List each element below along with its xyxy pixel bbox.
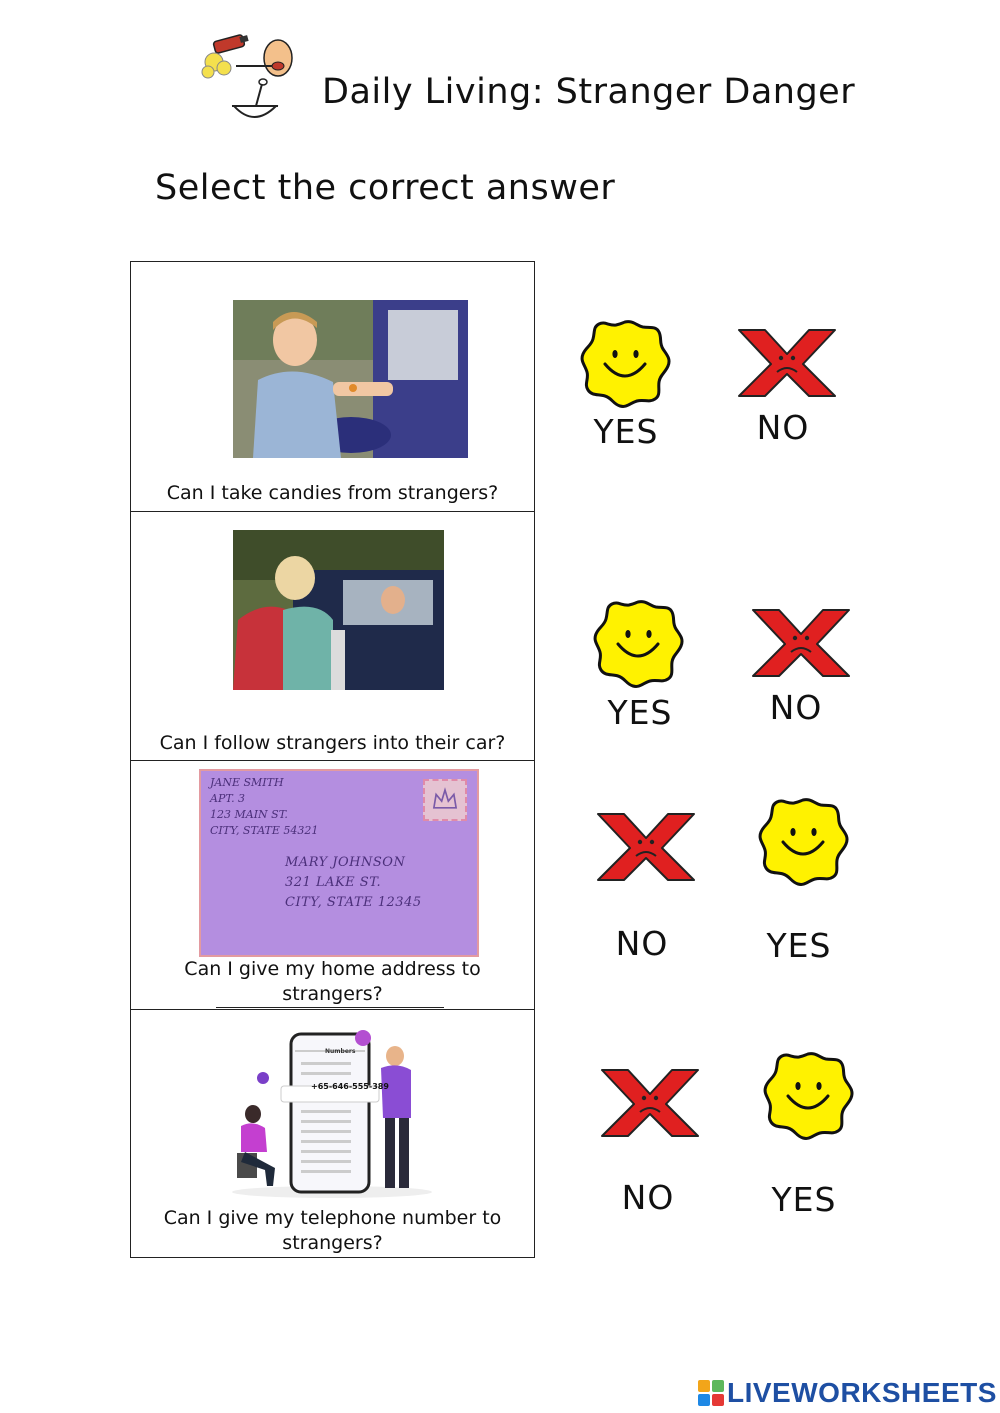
answer-yes-q2[interactable] — [592, 598, 685, 690]
divider — [216, 1007, 444, 1008]
answer-yes-q3[interactable] — [757, 796, 850, 888]
phone-number: +65-646-555-389 — [311, 1082, 389, 1091]
question-card — [131, 1010, 534, 1259]
question-text: Can I give my telephone number to strangers? — [163, 1207, 502, 1254]
phone-contacts-illustration — [227, 1028, 437, 1198]
answer-no-q1[interactable] — [735, 324, 839, 402]
stamp-icon — [423, 779, 467, 821]
smiley-face-icon — [762, 1050, 855, 1142]
recipient-address: MARY JOHNSON 321 LAKE ST. CITY, STATE 12345 — [285, 855, 422, 910]
answer-label[interactable]: YES — [771, 1180, 837, 1219]
instruction-text: Select the correct answer — [155, 168, 616, 208]
smiley-face-icon — [757, 796, 850, 888]
question-card — [131, 761, 534, 1010]
boy-taking-candy-photo — [233, 300, 468, 458]
red-x-sad-icon — [594, 808, 698, 886]
red-x-sad-icon — [735, 324, 839, 402]
smiley-face-icon — [592, 598, 685, 690]
answer-label[interactable]: NO — [615, 924, 669, 963]
liveworksheets-logo[interactable] — [697, 1378, 997, 1408]
answer-label[interactable]: YES — [766, 926, 832, 965]
red-x-sad-icon — [749, 604, 853, 682]
answer-label[interactable]: NO — [621, 1178, 675, 1217]
answer-no-q2[interactable] — [749, 604, 853, 682]
phone-header: Numbers — [325, 1048, 356, 1055]
envelope-address-photo — [199, 769, 479, 957]
question-card — [131, 262, 534, 512]
answer-label[interactable]: YES — [593, 412, 659, 451]
question-text: Can I follow strangers into their car? — [159, 732, 506, 754]
answer-no-q3[interactable] — [594, 808, 698, 886]
answer-no-q4[interactable] — [598, 1064, 702, 1142]
question-text: Can I take candies from strangers? — [166, 482, 499, 504]
footer-brand-text: LIVEWORKSHEETS — [727, 1377, 997, 1408]
question-text: Can I give my home address to strangers? — [184, 958, 481, 1005]
answer-label[interactable]: NO — [756, 408, 810, 447]
page-title: Daily Living: Stranger Danger — [322, 72, 856, 112]
answer-label[interactable]: NO — [769, 688, 823, 727]
smiley-face-icon — [579, 318, 672, 410]
liveworksheets-brand-icon — [697, 1379, 725, 1407]
answer-label[interactable]: YES — [607, 693, 673, 732]
answer-yes-q4[interactable] — [762, 1050, 855, 1142]
daily-living-logo-icon — [196, 32, 308, 132]
question-card — [131, 512, 534, 761]
sender-address: JANE SMITH APT. 3 123 MAIN ST. CITY, STATE 54321 — [210, 776, 319, 837]
question-table — [130, 261, 535, 1258]
child-at-car-photo — [233, 530, 444, 690]
red-x-sad-icon — [598, 1064, 702, 1142]
answer-yes-q1[interactable] — [579, 318, 672, 410]
